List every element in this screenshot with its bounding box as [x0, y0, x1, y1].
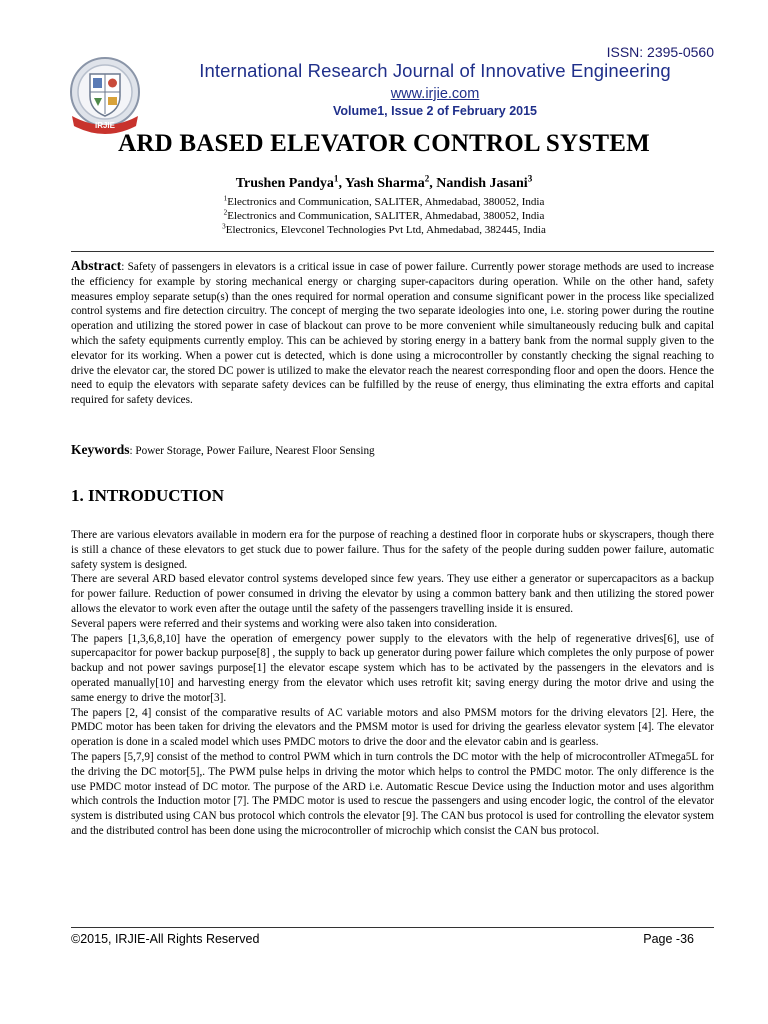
keywords-label: Keywords	[71, 442, 130, 457]
author-sup: 1	[333, 173, 339, 184]
journal-url-link[interactable]: www.irjie.com	[390, 86, 480, 102]
paragraph: The papers [1,3,6,8,10] have the operation of emergency power supply to the elevators with the help of regenerative drives[6], use of supercapacitor for power backup purpose[8] , the supply to back up generator during power failure which completes the only purpose of power backup and not power savings purpose[1] the elevator escape system which has to be activated by the passengers in the elevators and is operated manually[10] and harvesting energy from the elevator which uses retrofit kit; saving energy during the motor drive and using the same energy to drive the motor[3].	[71, 632, 714, 704]
shield-icon	[71, 58, 139, 126]
author-name: Nandish Jasani	[436, 176, 528, 191]
abstract	[71, 259, 714, 408]
keywords-text: : Power Storage, Power Failure, Nearest Floor Sensing	[129, 445, 375, 457]
paper-title: ARD BASED ELEVATOR CONTROL SYSTEM	[118, 130, 650, 157]
affiliation-2: $^2$Electronics and Communication, SALITER, Ahmedabad, 380052, India	[223, 208, 545, 222]
abstract-label: Abstract	[71, 258, 122, 273]
author-name: Yash Sharma	[344, 176, 425, 191]
affiliation-3: $^3$Electronics, Elevconel Technologies Pvt Ltd, Ahmedabad, 382445, India	[222, 222, 546, 236]
author-sep: ,	[429, 176, 437, 191]
header-divider	[71, 251, 714, 252]
paragraph: There are various elevators available in modern era for the purpose of reaching a destined floor in corporate hubs or skyscrapers, though there is still a chance of these elevators to get stuck due to power failure. Thus for the safety of the people during sudden power failure, automatic safety system is designed.	[71, 529, 714, 571]
author-sup: 2	[424, 173, 430, 184]
issn-number: ISSN: 2395-0560	[606, 44, 714, 60]
author-name: Trushen Pandya	[235, 176, 334, 191]
paragraph: The papers [2, 4] consist of the comparative results of AC variable motors and also PMSM motors for the driving elevators [2]. Here, the PMDC motor has been taken for driving the elevators and the PMSM motor is used for driving the gearless elevator system [4]. The elevator operation is done in a scaled model which uses PMDC motors to drive the door and the elevator cabin and is gearless.	[71, 706, 714, 749]
logo-text: IRJIE	[94, 121, 116, 130]
footer-divider	[71, 927, 714, 928]
abstract-text: : Safety of passengers in elevators is a critical issue in case of power failure. Currently power storage methods are used to increase the efficiency for example by storing mechanical energy or charging super-capacitors during operation. While on the other hand, safety measures employ separate setup(s) than the ones required for normal operation and consume significant power in the process like specialized control systems and fire detection circuitry. The concept of merging the two separate ideologies into one, i.e. storing power during the routine operation and utilizing the stored power in case of blackout can prove to be more convenient while simultaneously reducing bulk and capital which the safety equipments currently employ. This can be achieved by storing energy in a battery bank from the normal supply given to the elevator for its working. When a power cut is detected, which is done using a microcontroller by constantly checking the signal reaching to drive the elevator car, the stored DC power is utilized to make the elevator reach the nearest corresponding floor and open the doors. Hence the need to equip the elevators with separate safety devices can be fulfilled by the reuse of energy, thus eliminating the extra efforts and capital required for safety devices.	[71, 261, 714, 407]
paragraph: The papers [5,7,9] consist of the method to control PWM which in turn controls the DC motor with the help of microcontroller ATmega5L for the driving the DC motor[5],. The PWM pulse helps in driving the motor which helps to control the PMDC motor. The only difference is the use PMDC motor instead of DC motor. The purpose of the ARD i.e. Automatic Rescue Device using the Induction motor and uses algorithm which controls the Induction motor [7]. The PMDC motor is used to rescue the passengers and using encoder logic, the control of the elevator system is distributed using CAN bus protocol which controls the elevator [9]. The CAN bus protocol is used for controlling the elevator system and the distributed control has been done using the microcontroller of microchip which consist the CAN bus protocol.	[71, 750, 714, 837]
author-sep: ,	[338, 176, 345, 191]
copyright: ©2015, IRJIE-All Rights Reserved	[71, 932, 260, 946]
paragraph: There are several ARD based elevator control systems developed since few years. They use either a generator or supercapacitors as a backup for power failure. Reduction of power consumed in driving the elevator by using a common battery bank and then utilizing the stored power allows the elevator to work even after the outage until the safety of the passengers travelling inside it is ensured.	[71, 573, 714, 615]
introduction-body	[71, 528, 714, 839]
author-sup: 3	[527, 173, 533, 184]
page-number: Page -36	[643, 932, 694, 946]
journal-title: International Research Journal of Innovative Engineering	[199, 60, 671, 81]
paragraph: Several papers were referred and their systems and working were also taken into consideration.	[71, 617, 498, 630]
journal-logo	[64, 52, 146, 134]
keywords	[71, 443, 714, 459]
section-heading: 1. INTRODUCTION	[71, 486, 225, 505]
authors	[0, 173, 768, 192]
affiliation-1: $^1$Electronics and Communication, SALITER, Ahmedabad, 380052, India	[223, 194, 545, 208]
journal-volume: Volume1, Issue 2 of February 2015	[332, 104, 538, 118]
journal-header	[150, 60, 720, 118]
